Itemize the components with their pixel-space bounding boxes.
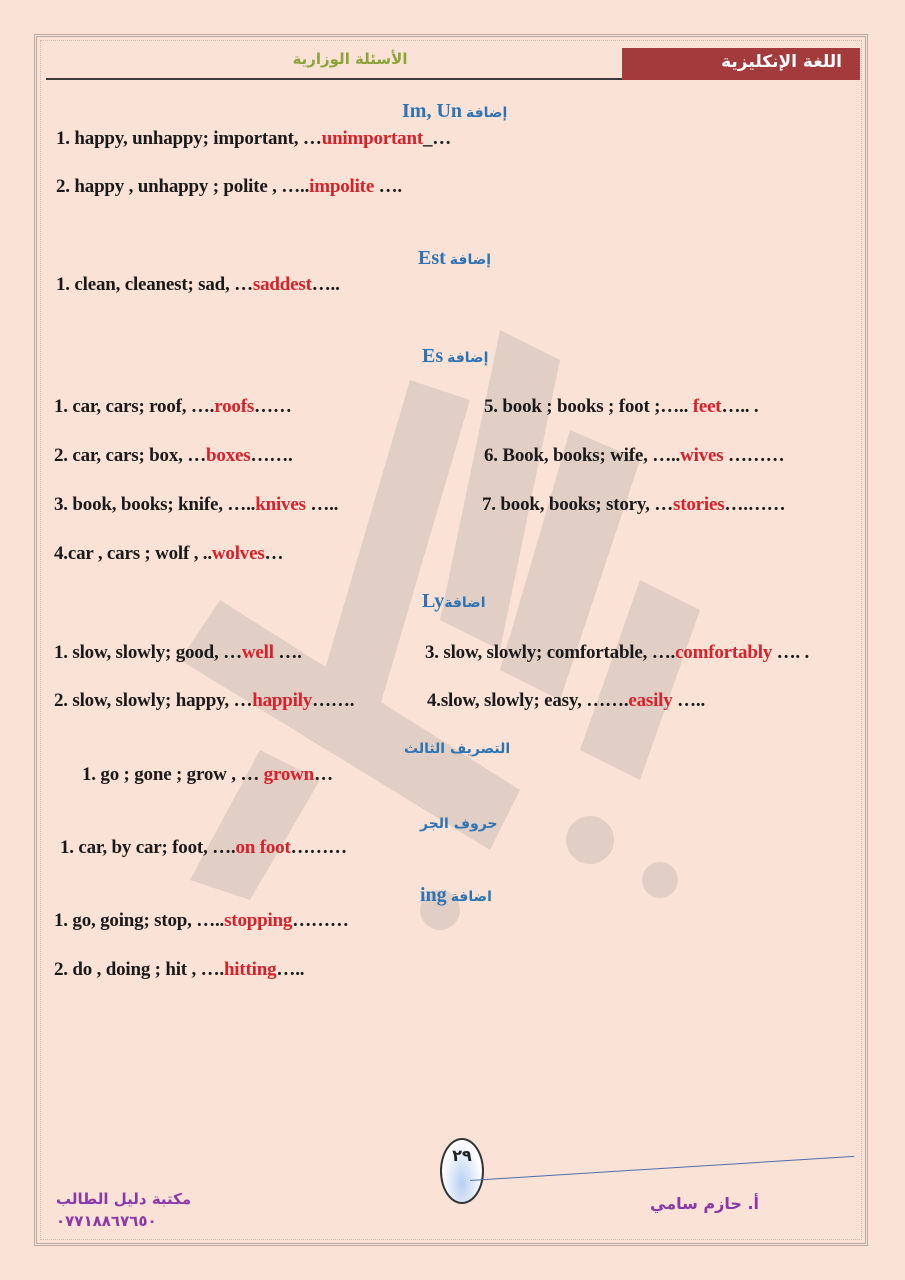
header-rule bbox=[46, 78, 622, 80]
question-text: 2. car, cars; box, … bbox=[54, 445, 207, 466]
answer-text: stories bbox=[673, 494, 725, 515]
exercise-line bbox=[427, 690, 705, 712]
question-tail: ….…… bbox=[724, 494, 786, 515]
subject-title: اللغة الإنكليزية bbox=[721, 52, 842, 72]
question-tail: ……… bbox=[290, 837, 347, 858]
exercise-line bbox=[82, 764, 333, 786]
answer-text: easily bbox=[628, 690, 673, 711]
answer-text: on foot bbox=[235, 837, 291, 858]
question-tail: … bbox=[264, 543, 284, 564]
exercise-line bbox=[56, 176, 402, 198]
question-text: 4.car , cars ; wolf , .. bbox=[54, 543, 212, 564]
heading-ar: حروف الجر bbox=[420, 816, 498, 832]
answer-text: happily bbox=[252, 690, 313, 711]
page-title: الأسئلة الوزارية bbox=[292, 50, 408, 68]
heading-en: Im, Un bbox=[402, 100, 463, 122]
question-text: 1. car, cars; roof, …. bbox=[54, 396, 215, 417]
question-tail: … bbox=[314, 764, 333, 785]
heading-ar: إضافة bbox=[466, 105, 508, 121]
question-text: 5. book ; books ; foot ;….. bbox=[484, 396, 693, 417]
exercise-line bbox=[484, 396, 758, 418]
exercise-line bbox=[484, 445, 784, 467]
question-tail: ….. bbox=[672, 690, 706, 711]
question-text: 1. car, by car; foot, …. bbox=[60, 837, 236, 858]
heading-en: ing bbox=[420, 884, 447, 906]
question-tail: ……… bbox=[723, 445, 785, 466]
section-heading-ing bbox=[420, 884, 492, 907]
question-text: 7. book, books; story, … bbox=[482, 494, 674, 515]
answer-text: boxes bbox=[206, 445, 251, 466]
answer-text: well bbox=[241, 642, 274, 663]
exercise-line bbox=[425, 642, 809, 664]
question-tail: ….. bbox=[276, 959, 305, 980]
question-tail: ….. bbox=[311, 274, 340, 295]
answer-text: wolves bbox=[211, 543, 265, 564]
answer-text: hitting bbox=[223, 959, 277, 980]
heading-ar: إضافة bbox=[449, 252, 492, 268]
section-heading-prepositions bbox=[420, 815, 498, 833]
question-text: 2. slow, slowly; happy, … bbox=[54, 690, 253, 711]
author-name: أ. حازم سامي bbox=[650, 1194, 760, 1213]
answer-text: impolite bbox=[309, 176, 375, 197]
question-text: 1. go, going; stop, ….. bbox=[54, 910, 225, 931]
exercise-line bbox=[54, 690, 354, 712]
question-tail: ……. bbox=[312, 690, 355, 711]
question-text: 1. clean, cleanest; sad, … bbox=[56, 274, 253, 295]
library-name: مكتبة دليل الطالب bbox=[56, 1190, 192, 1208]
section-heading-est bbox=[418, 247, 491, 270]
phone-number: ٠٧٧١٨٨٦٧٦٥٠ bbox=[56, 1212, 157, 1230]
heading-ar: اضافة bbox=[450, 889, 492, 905]
question-text: 1. happy, unhappy; important, … bbox=[56, 128, 322, 149]
exercise-line bbox=[54, 396, 292, 418]
answer-text: grown bbox=[263, 764, 315, 785]
answer-text: knives bbox=[255, 494, 306, 515]
question-tail: …. bbox=[374, 176, 402, 197]
question-text: 1. slow, slowly; good, … bbox=[54, 642, 242, 663]
exercise-line bbox=[482, 494, 785, 516]
question-text: 3. book, books; knife, ….. bbox=[54, 494, 256, 515]
exercise-line bbox=[60, 837, 347, 859]
exercise-line bbox=[54, 543, 283, 565]
answer-text: feet bbox=[692, 396, 722, 417]
question-text: 1. go ; gone ; grow , … bbox=[82, 764, 264, 785]
exercise-line bbox=[56, 128, 451, 150]
question-tail: …. . bbox=[772, 642, 810, 663]
question-text: 3. slow, slowly; comfortable, …. bbox=[425, 642, 676, 663]
heading-ar: اضافة bbox=[444, 595, 486, 611]
question-text: 2. happy , unhappy ; polite , ….. bbox=[56, 176, 310, 197]
question-text: 6. Book, books; wife, ….. bbox=[484, 445, 681, 466]
section-heading-ly bbox=[422, 590, 486, 613]
section-heading-es bbox=[422, 345, 488, 368]
question-tail: ……… bbox=[292, 910, 349, 931]
section-heading-third-form bbox=[404, 740, 510, 758]
question-tail: ….. bbox=[305, 494, 339, 515]
exercise-line bbox=[54, 910, 349, 932]
question-text: 4.slow, slowly; easy, ……. bbox=[427, 690, 629, 711]
heading-ar: إضافة bbox=[447, 350, 489, 366]
section-heading-im-un bbox=[402, 100, 507, 123]
exercise-line bbox=[54, 959, 304, 981]
answer-text: comfortably bbox=[675, 642, 773, 663]
heading-en: Est bbox=[418, 247, 446, 269]
answer-text: unimportant bbox=[321, 128, 423, 149]
question-tail: ……. bbox=[250, 445, 293, 466]
answer-text: stopping bbox=[224, 910, 293, 931]
question-tail: ….. . bbox=[721, 396, 759, 417]
question-tail: …… bbox=[254, 396, 292, 417]
answer-text: roofs bbox=[214, 396, 255, 417]
question-text: 2. do , doing ; hit , …. bbox=[54, 959, 224, 980]
heading-ar: التصريف الثالث bbox=[404, 741, 511, 757]
page-number: ٢٩ bbox=[452, 1146, 472, 1165]
question-tail: _… bbox=[422, 128, 452, 149]
answer-text: wives bbox=[680, 445, 724, 466]
exercise-line bbox=[54, 642, 302, 664]
exercise-line bbox=[54, 445, 293, 467]
heading-en: Ly bbox=[422, 590, 445, 612]
exercise-line bbox=[56, 274, 340, 296]
exercise-line bbox=[54, 494, 338, 516]
answer-text: saddest bbox=[252, 274, 312, 295]
heading-en: Es bbox=[422, 345, 444, 367]
question-tail: …. bbox=[273, 642, 302, 663]
